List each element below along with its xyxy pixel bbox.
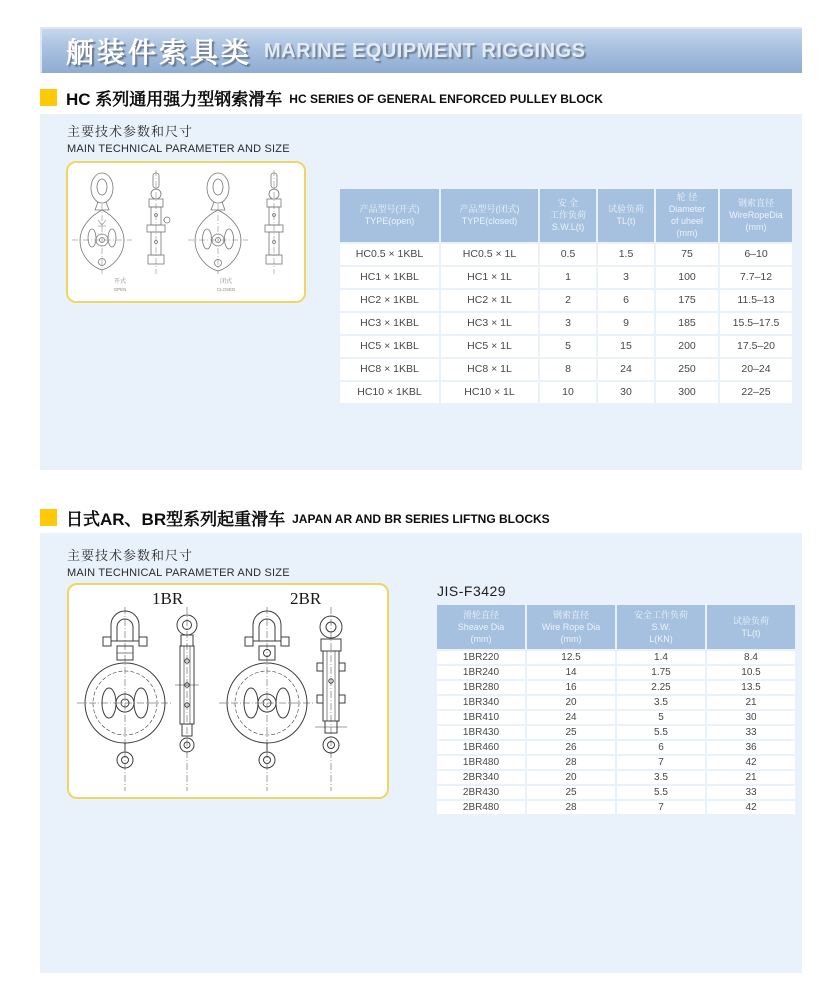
table-row xyxy=(340,267,792,288)
section-2-header xyxy=(40,505,550,530)
table-cell: 33 xyxy=(707,726,795,739)
table-cell: 1BR240 xyxy=(437,666,525,679)
table-cell: 1 xyxy=(540,267,596,288)
table-cell: 1.5 xyxy=(598,244,654,265)
table-cell: 10 xyxy=(540,382,596,403)
section-1-title-en: HC SERIES OF GENERAL ENFORCED PULLEY BLOCK xyxy=(289,92,603,106)
table-cell: 25 xyxy=(527,726,615,739)
table-row xyxy=(340,359,792,380)
table-row xyxy=(340,313,792,334)
jis-standard-label: JIS-F3429 xyxy=(437,583,507,599)
br1-front-view xyxy=(77,607,173,791)
table-cell: HC8 × 1L xyxy=(441,359,538,380)
table-cell: 7 xyxy=(617,756,705,769)
column-header: 试验负荷 TL(t) xyxy=(707,605,795,649)
section-1-header xyxy=(40,85,603,110)
table-cell: HC0.5 × 1L xyxy=(441,244,538,265)
table-cell: 30 xyxy=(707,711,795,724)
open-type-caption: 开式 OPEN xyxy=(113,279,127,293)
figure-label-1br: 1BR xyxy=(152,589,184,608)
table-cell: 3.5 xyxy=(617,696,705,709)
table-row xyxy=(437,696,795,709)
table-cell: 7.7–12 xyxy=(720,267,792,288)
hc-series-panel xyxy=(40,114,802,470)
closed-side-view xyxy=(265,170,283,274)
table-cell: 12.5 xyxy=(527,651,615,664)
table-cell: 42 xyxy=(707,801,795,814)
table-row xyxy=(340,244,792,265)
br-pulley-figure xyxy=(67,583,389,799)
table-cell: HC5 × 1L xyxy=(441,336,538,357)
table-header-row xyxy=(340,189,792,242)
table-header-row xyxy=(437,605,795,649)
closed-type-caption: 闭式 CLOSED xyxy=(216,279,236,293)
table-row xyxy=(437,681,795,694)
column-header: 安 全 工作负荷 S.W.L(t) xyxy=(540,189,596,242)
hc-pulley-drawing xyxy=(68,168,304,278)
table-cell: 75 xyxy=(656,244,718,265)
param-label-1 xyxy=(67,121,290,155)
open-side-view xyxy=(147,170,170,274)
column-header: 钢索直径 WireRopeDia (mm) xyxy=(720,189,792,242)
column-header: 试验负荷 TL(t) xyxy=(598,189,654,242)
table-cell: 1BR410 xyxy=(437,711,525,724)
table-row xyxy=(437,741,795,754)
table-cell: 24 xyxy=(598,359,654,380)
table-cell: HC0.5 × 1KBL xyxy=(340,244,439,265)
table-cell: 1.75 xyxy=(617,666,705,679)
br-parameter-table xyxy=(435,603,797,816)
table-cell: 16 xyxy=(527,681,615,694)
table-row xyxy=(437,801,795,814)
table-cell: 5 xyxy=(617,711,705,724)
table-cell: 21 xyxy=(707,696,795,709)
open-front-view xyxy=(72,173,132,274)
table-cell: HC2 × 1KBL xyxy=(340,290,439,311)
table-cell: 36 xyxy=(707,741,795,754)
page-banner xyxy=(40,27,802,73)
column-header: 轮 径 Diameter of uheel (mm) xyxy=(656,189,718,242)
table-cell: 8 xyxy=(540,359,596,380)
table-cell: 1BR220 xyxy=(437,651,525,664)
table-cell: 250 xyxy=(656,359,718,380)
table-cell: 1BR430 xyxy=(437,726,525,739)
table-cell: 2BR340 xyxy=(437,771,525,784)
param-label-1-zh: 主要技术参数和尺寸 xyxy=(67,124,194,139)
table-cell: 5 xyxy=(540,336,596,357)
table-row xyxy=(437,786,795,799)
table-row xyxy=(437,666,795,679)
table-cell: 5.5 xyxy=(617,726,705,739)
table-cell: 185 xyxy=(656,313,718,334)
table-row xyxy=(340,290,792,311)
table-cell: 33 xyxy=(707,786,795,799)
br-series-panel xyxy=(40,533,802,973)
table-row xyxy=(437,726,795,739)
table-row xyxy=(340,382,792,403)
table-cell: 2 xyxy=(540,290,596,311)
closed-front-view xyxy=(188,173,248,274)
table-cell: 2.25 xyxy=(617,681,705,694)
br-pulley-drawing xyxy=(69,605,387,793)
hc-parameter-table xyxy=(338,187,794,405)
table-cell: 22–25 xyxy=(720,382,792,403)
table-cell: 10.5 xyxy=(707,666,795,679)
column-header: 滑轮直径 Sheave Dia (mm) xyxy=(437,605,525,649)
page-title-zh: 舾装件索具类 xyxy=(66,37,253,68)
table-row xyxy=(437,711,795,724)
table-cell: 100 xyxy=(656,267,718,288)
table-row xyxy=(437,771,795,784)
br2-front-view xyxy=(219,607,315,791)
hc-pulley-figure xyxy=(66,161,306,303)
table-cell: HC3 × 1L xyxy=(441,313,538,334)
table-cell: 1.4 xyxy=(617,651,705,664)
table-cell: 2BR480 xyxy=(437,801,525,814)
table-cell: HC10 × 1L xyxy=(441,382,538,403)
section-1-title-zh: HC 系列通用强力型钢索滑车 xyxy=(66,90,283,109)
table-cell: 3 xyxy=(540,313,596,334)
table-cell: 8.4 xyxy=(707,651,795,664)
table-cell: 42 xyxy=(707,756,795,769)
table-cell: 1BR460 xyxy=(437,741,525,754)
table-cell: HC3 × 1KBL xyxy=(340,313,439,334)
table-cell: 1BR280 xyxy=(437,681,525,694)
figure-label-2br: 2BR xyxy=(290,589,322,608)
table-cell: 3.5 xyxy=(617,771,705,784)
table-cell: 26 xyxy=(527,741,615,754)
table-cell: 15 xyxy=(598,336,654,357)
table-cell: 1BR340 xyxy=(437,696,525,709)
column-header: 产品型号(闭式) TYPE(closed) xyxy=(441,189,538,242)
br1-side-view xyxy=(175,607,199,791)
table-cell: 13.5 xyxy=(707,681,795,694)
table-cell: HC5 × 1KBL xyxy=(340,336,439,357)
table-cell: 2BR430 xyxy=(437,786,525,799)
column-header: 产品型号(开式) TYPE(open) xyxy=(340,189,439,242)
table-cell: 17.5–20 xyxy=(720,336,792,357)
table-cell: 11.5–13 xyxy=(720,290,792,311)
table-row xyxy=(437,756,795,769)
table-cell: 20–24 xyxy=(720,359,792,380)
section-bullet-icon xyxy=(40,89,57,106)
table-cell: 1BR480 xyxy=(437,756,525,769)
table-cell: 6 xyxy=(598,290,654,311)
section-bullet-icon xyxy=(40,509,57,526)
param-label-2-en: MAIN TECHNICAL PARAMETER AND SIZE xyxy=(67,567,290,579)
table-cell: 7 xyxy=(617,801,705,814)
table-cell: HC1 × 1L xyxy=(441,267,538,288)
column-header: 安全工作负荷 S.W. L(KN) xyxy=(617,605,705,649)
table-row xyxy=(340,336,792,357)
table-cell: 300 xyxy=(656,382,718,403)
table-cell: 5.5 xyxy=(617,786,705,799)
section-2-title-en: JAPAN AR AND BR SERIES LIFTNG BLOCKS xyxy=(292,512,550,526)
table-cell: 25 xyxy=(527,786,615,799)
table-cell: HC2 × 1L xyxy=(441,290,538,311)
table-cell: 0.5 xyxy=(540,244,596,265)
table-cell: 24 xyxy=(527,711,615,724)
section-2-title-zh: 日式AR、BR型系列起重滑车 xyxy=(66,510,286,529)
param-label-1-en: MAIN TECHNICAL PARAMETER AND SIZE xyxy=(67,143,290,155)
table-cell: HC1 × 1KBL xyxy=(340,267,439,288)
table-cell: HC8 × 1KBL xyxy=(340,359,439,380)
table-cell: 14 xyxy=(527,666,615,679)
table-cell: 20 xyxy=(527,696,615,709)
param-label-2-zh: 主要技术参数和尺寸 xyxy=(67,548,194,563)
table-cell: 15.5–17.5 xyxy=(720,313,792,334)
column-header: 钢索直径 Wire Rope Dia (mm) xyxy=(527,605,615,649)
table-cell: HC10 × 1KBL xyxy=(340,382,439,403)
table-cell: 3 xyxy=(598,267,654,288)
table-row xyxy=(437,651,795,664)
table-cell: 175 xyxy=(656,290,718,311)
table-cell: 28 xyxy=(527,801,615,814)
table-cell: 30 xyxy=(598,382,654,403)
br2-side-view xyxy=(315,607,347,791)
page-title-en: MARINE EQUIPMENT RIGGINGS xyxy=(264,39,586,62)
table-cell: 6–10 xyxy=(720,244,792,265)
table-cell: 21 xyxy=(707,771,795,784)
table-cell: 6 xyxy=(617,741,705,754)
table-cell: 200 xyxy=(656,336,718,357)
table-cell: 9 xyxy=(598,313,654,334)
table-cell: 20 xyxy=(527,771,615,784)
param-label-2 xyxy=(67,545,290,579)
table-cell: 28 xyxy=(527,756,615,769)
